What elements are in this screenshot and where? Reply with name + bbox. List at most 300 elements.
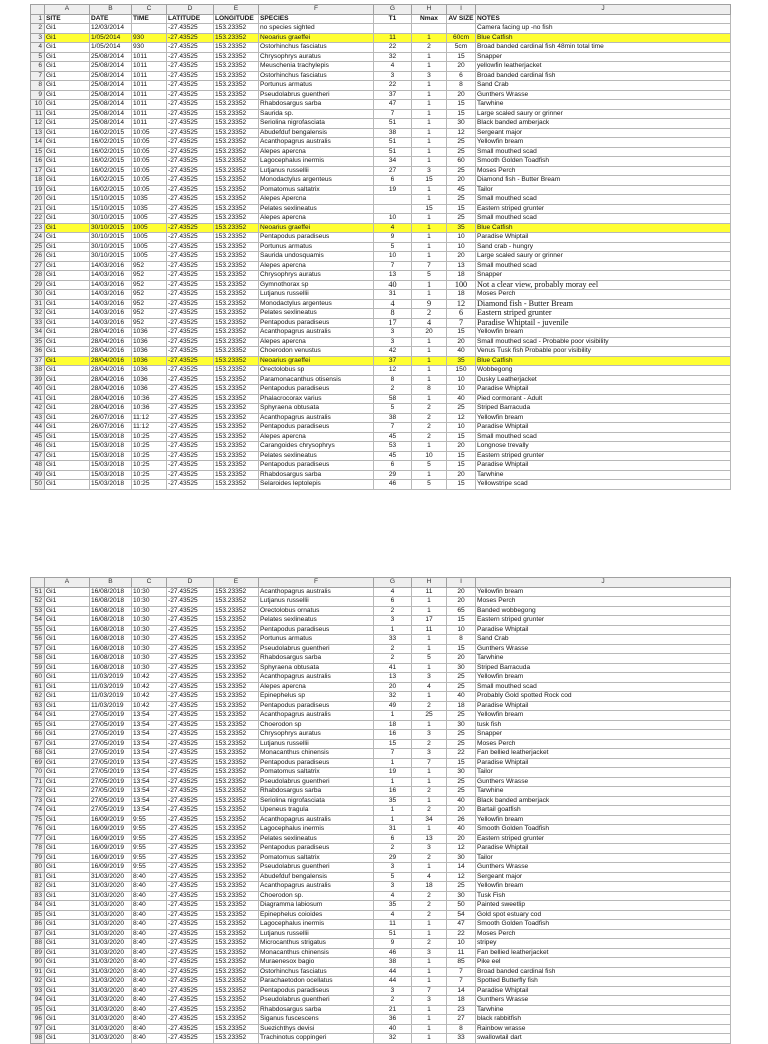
latitude-cell[interactable]: -27.43525 bbox=[167, 109, 214, 119]
row-number[interactable]: 62 bbox=[31, 692, 45, 702]
t1-cell[interactable]: 9 bbox=[374, 233, 412, 243]
time-cell[interactable]: 1036 bbox=[132, 347, 167, 357]
species-cell[interactable]: Alepes Apercna bbox=[259, 195, 374, 205]
t1-cell[interactable]: 29 bbox=[374, 470, 412, 480]
row-number[interactable]: 69 bbox=[31, 758, 45, 768]
longitude-cell[interactable]: 153.23352 bbox=[214, 375, 259, 385]
time-cell[interactable]: 8:40 bbox=[132, 1005, 167, 1015]
species-cell[interactable]: Chrysophrys auratus bbox=[259, 52, 374, 62]
latitude-cell[interactable]: -27.43525 bbox=[167, 967, 214, 977]
species-cell[interactable]: Paramonacanthus otisensis bbox=[259, 375, 374, 385]
site-cell[interactable]: Gi1 bbox=[45, 863, 90, 873]
date-cell[interactable]: 31/03/2020 bbox=[90, 929, 132, 939]
site-cell[interactable]: Gi1 bbox=[45, 100, 90, 110]
t1-cell[interactable]: 45 bbox=[374, 432, 412, 442]
latitude-cell[interactable]: -27.43525 bbox=[167, 806, 214, 816]
longitude-cell[interactable]: 153.23352 bbox=[214, 33, 259, 43]
nmax-cell[interactable]: 1 bbox=[412, 470, 447, 480]
notes-cell[interactable]: Large scaled saury or grinner bbox=[476, 109, 731, 119]
av-size-cell[interactable]: 30 bbox=[447, 720, 476, 730]
av-size-cell[interactable]: 25 bbox=[447, 787, 476, 797]
header-species[interactable]: SPECIES bbox=[259, 14, 374, 24]
notes-cell[interactable]: Smooth Golden Toadfish bbox=[476, 157, 731, 167]
longitude-cell[interactable]: 153.23352 bbox=[214, 825, 259, 835]
row-number[interactable]: 42 bbox=[31, 404, 45, 414]
date-cell[interactable]: 28/04/2016 bbox=[90, 404, 132, 414]
date-cell[interactable]: 14/03/2016 bbox=[90, 271, 132, 281]
time-cell[interactable]: 10:42 bbox=[132, 701, 167, 711]
av-size-cell[interactable]: 15 bbox=[447, 100, 476, 110]
column-header-e[interactable]: E bbox=[214, 5, 259, 15]
nmax-cell[interactable]: 5 bbox=[412, 461, 447, 471]
row-number[interactable]: 97 bbox=[31, 1024, 45, 1034]
nmax-cell[interactable]: 1 bbox=[412, 252, 447, 262]
site-cell[interactable]: Gi1 bbox=[45, 749, 90, 759]
time-cell[interactable]: 1036 bbox=[132, 385, 167, 395]
time-cell[interactable]: 8:40 bbox=[132, 929, 167, 939]
column-header-b[interactable]: B bbox=[90, 578, 132, 588]
longitude-cell[interactable]: 153.23352 bbox=[214, 62, 259, 72]
date-cell[interactable]: 27/05/2019 bbox=[90, 796, 132, 806]
row-number[interactable]: 1 bbox=[31, 14, 45, 24]
species-cell[interactable]: Pelates sexlineatus bbox=[259, 834, 374, 844]
notes-cell[interactable]: Broad banded cardinal fish 48min total time bbox=[476, 43, 731, 53]
species-cell[interactable]: Pentapodus paradiseus bbox=[259, 701, 374, 711]
notes-cell[interactable]: Moses Perch bbox=[476, 597, 731, 607]
species-cell[interactable]: no species sighted bbox=[259, 24, 374, 34]
date-cell[interactable]: 15/03/2018 bbox=[90, 432, 132, 442]
t1-cell[interactable]: 2 bbox=[374, 644, 412, 654]
av-size-cell[interactable]: 23 bbox=[447, 1005, 476, 1015]
latitude-cell[interactable]: -27.43525 bbox=[167, 185, 214, 195]
species-cell[interactable]: Lutjanus russellii bbox=[259, 929, 374, 939]
av-size-cell[interactable]: 30 bbox=[447, 891, 476, 901]
nmax-cell[interactable]: 34 bbox=[412, 815, 447, 825]
t1-cell[interactable]: 38 bbox=[374, 958, 412, 968]
av-size-cell[interactable]: 25 bbox=[447, 147, 476, 157]
latitude-cell[interactable]: -27.43525 bbox=[167, 739, 214, 749]
longitude-cell[interactable]: 153.23352 bbox=[214, 711, 259, 721]
nmax-cell[interactable]: 15 bbox=[412, 176, 447, 186]
date-cell[interactable]: 16/09/2019 bbox=[90, 844, 132, 854]
column-header-h[interactable]: H bbox=[412, 5, 447, 15]
longitude-cell[interactable]: 153.23352 bbox=[214, 901, 259, 911]
notes-cell[interactable]: Paradise Whiptail bbox=[476, 986, 731, 996]
nmax-cell[interactable]: 1 bbox=[412, 157, 447, 167]
site-cell[interactable]: Gi1 bbox=[45, 195, 90, 205]
longitude-cell[interactable]: 153.23352 bbox=[214, 815, 259, 825]
nmax-cell[interactable]: 1 bbox=[412, 1034, 447, 1044]
longitude-cell[interactable]: 153.23352 bbox=[214, 796, 259, 806]
date-cell[interactable]: 31/03/2020 bbox=[90, 1015, 132, 1025]
row-number[interactable]: 63 bbox=[31, 701, 45, 711]
site-cell[interactable]: Gi1 bbox=[45, 587, 90, 597]
latitude-cell[interactable]: -27.43525 bbox=[167, 673, 214, 683]
row-number[interactable]: 25 bbox=[31, 242, 45, 252]
nmax-cell[interactable]: 1 bbox=[412, 62, 447, 72]
latitude-cell[interactable]: -27.43525 bbox=[167, 43, 214, 53]
t1-cell[interactable]: 4 bbox=[374, 891, 412, 901]
site-cell[interactable]: Gi1 bbox=[45, 81, 90, 91]
latitude-cell[interactable]: -27.43525 bbox=[167, 442, 214, 452]
site-cell[interactable]: Gi1 bbox=[45, 996, 90, 1006]
header-site[interactable]: SITE bbox=[45, 14, 90, 24]
longitude-cell[interactable]: 153.23352 bbox=[214, 739, 259, 749]
nmax-cell[interactable]: 4 bbox=[412, 872, 447, 882]
t1-cell[interactable]: 2 bbox=[374, 654, 412, 664]
time-cell[interactable]: 10:42 bbox=[132, 682, 167, 692]
species-cell[interactable]: Pentapodus paradiseus bbox=[259, 423, 374, 433]
date-cell[interactable]: 15/03/2018 bbox=[90, 451, 132, 461]
site-cell[interactable]: Gi1 bbox=[45, 834, 90, 844]
t1-cell[interactable]: 37 bbox=[374, 356, 412, 366]
av-size-cell[interactable]: 15 bbox=[447, 52, 476, 62]
t1-cell[interactable]: 5 bbox=[374, 404, 412, 414]
notes-cell[interactable]: Striped Barracuda bbox=[476, 404, 731, 414]
latitude-cell[interactable]: -27.43525 bbox=[167, 1034, 214, 1044]
longitude-cell[interactable]: 153.23352 bbox=[214, 299, 259, 309]
latitude-cell[interactable]: -27.43525 bbox=[167, 252, 214, 262]
nmax-cell[interactable]: 3 bbox=[412, 730, 447, 740]
nmax-cell[interactable]: 1 bbox=[412, 109, 447, 119]
notes-cell[interactable]: Paradise Whiptail - juvenile bbox=[476, 318, 731, 328]
longitude-cell[interactable]: 153.23352 bbox=[214, 366, 259, 376]
species-cell[interactable]: Acanthopagrus australis bbox=[259, 815, 374, 825]
notes-cell[interactable]: Tarwhine bbox=[476, 470, 731, 480]
latitude-cell[interactable]: -27.43525 bbox=[167, 844, 214, 854]
row-number[interactable]: 95 bbox=[31, 1005, 45, 1015]
t1-cell[interactable]: 3 bbox=[374, 337, 412, 347]
species-cell[interactable]: Lutjanus russellii bbox=[259, 597, 374, 607]
notes-cell[interactable]: Snapper bbox=[476, 52, 731, 62]
t1-cell[interactable]: 22 bbox=[374, 43, 412, 53]
date-cell[interactable]: 16/08/2018 bbox=[90, 635, 132, 645]
av-size-cell[interactable]: 40 bbox=[447, 796, 476, 806]
site-cell[interactable]: Gi1 bbox=[45, 910, 90, 920]
species-cell[interactable]: Trachinotus coppingeri bbox=[259, 1034, 374, 1044]
t1-cell[interactable]: 5 bbox=[374, 872, 412, 882]
time-cell[interactable]: 8:40 bbox=[132, 967, 167, 977]
latitude-cell[interactable]: -27.43525 bbox=[167, 62, 214, 72]
av-size-cell[interactable]: 20 bbox=[447, 337, 476, 347]
notes-cell[interactable]: Snapper bbox=[476, 271, 731, 281]
site-cell[interactable]: Gi1 bbox=[45, 109, 90, 119]
av-size-cell[interactable]: 30 bbox=[447, 853, 476, 863]
longitude-cell[interactable]: 153.23352 bbox=[214, 758, 259, 768]
av-size-cell[interactable]: 10 bbox=[447, 242, 476, 252]
time-cell[interactable]: 10:30 bbox=[132, 644, 167, 654]
time-cell[interactable]: 1011 bbox=[132, 52, 167, 62]
time-cell[interactable]: 9:55 bbox=[132, 815, 167, 825]
longitude-cell[interactable]: 153.23352 bbox=[214, 119, 259, 129]
t1-cell[interactable]: 51 bbox=[374, 119, 412, 129]
species-cell[interactable]: Pentapodus paradiseus bbox=[259, 844, 374, 854]
date-cell[interactable]: 14/03/2016 bbox=[90, 309, 132, 319]
species-cell[interactable]: Pseudolabrus guentheri bbox=[259, 644, 374, 654]
row-number[interactable]: 31 bbox=[31, 299, 45, 309]
row-number[interactable]: 79 bbox=[31, 853, 45, 863]
nmax-cell[interactable]: 3 bbox=[412, 948, 447, 958]
t1-cell[interactable]: 3 bbox=[374, 863, 412, 873]
header-t1[interactable]: T1 bbox=[374, 14, 412, 24]
row-number[interactable]: 18 bbox=[31, 176, 45, 186]
time-cell[interactable]: 952 bbox=[132, 261, 167, 271]
header-date[interactable]: DATE bbox=[90, 14, 132, 24]
time-cell[interactable]: 8:40 bbox=[132, 891, 167, 901]
time-cell[interactable]: 10:30 bbox=[132, 606, 167, 616]
t1-cell[interactable]: 3 bbox=[374, 71, 412, 81]
latitude-cell[interactable]: -27.43525 bbox=[167, 52, 214, 62]
t1-cell[interactable]: 2 bbox=[374, 844, 412, 854]
latitude-cell[interactable]: -27.43525 bbox=[167, 119, 214, 129]
species-cell[interactable]: Saurida sp. bbox=[259, 109, 374, 119]
t1-cell[interactable]: 16 bbox=[374, 787, 412, 797]
site-cell[interactable]: Gi1 bbox=[45, 825, 90, 835]
t1-cell[interactable]: 4 bbox=[374, 62, 412, 72]
latitude-cell[interactable]: -27.43525 bbox=[167, 891, 214, 901]
species-cell[interactable]: Chrysophrys auratus bbox=[259, 730, 374, 740]
nmax-cell[interactable]: 2 bbox=[412, 787, 447, 797]
notes-cell[interactable]: Smooth Golden Toadfish bbox=[476, 920, 731, 930]
longitude-cell[interactable]: 153.23352 bbox=[214, 853, 259, 863]
time-cell[interactable]: 1011 bbox=[132, 109, 167, 119]
date-cell[interactable]: 25/08/2014 bbox=[90, 119, 132, 129]
site-cell[interactable]: Gi1 bbox=[45, 404, 90, 414]
species-cell[interactable]: Pseudolabrus guentheri bbox=[259, 863, 374, 873]
time-cell[interactable]: 952 bbox=[132, 309, 167, 319]
site-cell[interactable]: Gi1 bbox=[45, 261, 90, 271]
latitude-cell[interactable]: -27.43525 bbox=[167, 796, 214, 806]
notes-cell[interactable]: Moses Perch bbox=[476, 290, 731, 300]
site-cell[interactable]: Gi1 bbox=[45, 166, 90, 176]
t1-cell[interactable]: 7 bbox=[374, 261, 412, 271]
date-cell[interactable]: 31/03/2020 bbox=[90, 996, 132, 1006]
species-cell[interactable]: Ostorhinchus fasciatus bbox=[259, 43, 374, 53]
nmax-cell[interactable]: 25 bbox=[412, 711, 447, 721]
longitude-cell[interactable]: 153.23352 bbox=[214, 777, 259, 787]
row-number[interactable]: 90 bbox=[31, 958, 45, 968]
longitude-cell[interactable]: 153.23352 bbox=[214, 891, 259, 901]
notes-cell[interactable]: Bartail goatfish bbox=[476, 806, 731, 816]
date-cell[interactable]: 31/03/2020 bbox=[90, 1024, 132, 1034]
date-cell[interactable]: 31/03/2020 bbox=[90, 939, 132, 949]
row-number[interactable]: 13 bbox=[31, 128, 45, 138]
nmax-cell[interactable]: 1 bbox=[412, 366, 447, 376]
date-cell[interactable]: 26/07/2016 bbox=[90, 423, 132, 433]
latitude-cell[interactable]: -27.43525 bbox=[167, 1024, 214, 1034]
species-cell[interactable]: Rhabdosargus sarba bbox=[259, 654, 374, 664]
av-size-cell[interactable]: 10 bbox=[447, 375, 476, 385]
notes-cell[interactable]: Moses Perch bbox=[476, 166, 731, 176]
time-cell[interactable]: 10:25 bbox=[132, 470, 167, 480]
nmax-cell[interactable]: 2 bbox=[412, 423, 447, 433]
latitude-cell[interactable]: -27.43525 bbox=[167, 413, 214, 423]
date-cell[interactable]: 27/05/2019 bbox=[90, 758, 132, 768]
species-cell[interactable]: Pentapodus paradiseus bbox=[259, 233, 374, 243]
av-size-cell[interactable]: 8 bbox=[447, 635, 476, 645]
species-cell[interactable]: Seriolina nigrofasciata bbox=[259, 796, 374, 806]
av-size-cell[interactable]: 30 bbox=[447, 663, 476, 673]
notes-cell[interactable]: Snapper bbox=[476, 730, 731, 740]
av-size-cell[interactable]: 50 bbox=[447, 901, 476, 911]
notes-cell[interactable]: Small mouthed scad bbox=[476, 432, 731, 442]
nmax-cell[interactable]: 1 bbox=[412, 394, 447, 404]
species-cell[interactable]: Acanthopagrus australis bbox=[259, 882, 374, 892]
site-cell[interactable]: Gi1 bbox=[45, 33, 90, 43]
date-cell[interactable]: 31/03/2020 bbox=[90, 901, 132, 911]
date-cell[interactable]: 25/08/2014 bbox=[90, 62, 132, 72]
row-number[interactable]: 54 bbox=[31, 616, 45, 626]
species-cell[interactable]: Suezichthys devisi bbox=[259, 1024, 374, 1034]
notes-cell[interactable]: Probably Gold spotted Rock cod bbox=[476, 692, 731, 702]
nmax-cell[interactable]: 1 bbox=[412, 958, 447, 968]
latitude-cell[interactable]: -27.43525 bbox=[167, 81, 214, 91]
site-cell[interactable]: Gi1 bbox=[45, 692, 90, 702]
site-cell[interactable]: Gi1 bbox=[45, 470, 90, 480]
time-cell[interactable]: 13:54 bbox=[132, 768, 167, 778]
t1-cell[interactable]: 6 bbox=[374, 176, 412, 186]
notes-cell[interactable]: Eastern striped grunter bbox=[476, 204, 731, 214]
time-cell[interactable]: 8:40 bbox=[132, 939, 167, 949]
latitude-cell[interactable]: -27.43525 bbox=[167, 470, 214, 480]
row-number[interactable]: 21 bbox=[31, 204, 45, 214]
date-cell[interactable]: 11/03/2019 bbox=[90, 673, 132, 683]
nmax-cell[interactable]: 1 bbox=[412, 138, 447, 148]
t1-cell[interactable]: 3 bbox=[374, 986, 412, 996]
species-cell[interactable]: Portunus armatus bbox=[259, 81, 374, 91]
notes-cell[interactable]: Yellowstripe scad bbox=[476, 480, 731, 490]
latitude-cell[interactable]: -27.43525 bbox=[167, 977, 214, 987]
row-number[interactable]: 85 bbox=[31, 910, 45, 920]
date-cell[interactable]: 26/07/2016 bbox=[90, 413, 132, 423]
row-number[interactable]: 51 bbox=[31, 587, 45, 597]
t1-cell[interactable]: 1 bbox=[374, 711, 412, 721]
t1-cell[interactable]: 6 bbox=[374, 597, 412, 607]
time-cell[interactable]: 11:12 bbox=[132, 423, 167, 433]
site-cell[interactable]: Gi1 bbox=[45, 461, 90, 471]
longitude-cell[interactable]: 153.23352 bbox=[214, 157, 259, 167]
longitude-cell[interactable]: 153.23352 bbox=[214, 43, 259, 53]
time-cell[interactable]: 13:54 bbox=[132, 777, 167, 787]
species-cell[interactable]: Portunus armatus bbox=[259, 242, 374, 252]
column-header-a[interactable]: A bbox=[45, 578, 90, 588]
notes-cell[interactable]: Not a clear view, probably moray eel bbox=[476, 280, 731, 290]
time-cell[interactable]: 10:25 bbox=[132, 432, 167, 442]
row-number[interactable]: 93 bbox=[31, 986, 45, 996]
nmax-cell[interactable]: 11 bbox=[412, 625, 447, 635]
longitude-cell[interactable]: 153.23352 bbox=[214, 404, 259, 414]
t1-cell[interactable]: 33 bbox=[374, 635, 412, 645]
time-cell[interactable]: 952 bbox=[132, 290, 167, 300]
row-number[interactable]: 47 bbox=[31, 451, 45, 461]
site-cell[interactable]: Gi1 bbox=[45, 375, 90, 385]
latitude-cell[interactable]: -27.43525 bbox=[167, 587, 214, 597]
t1-cell[interactable]: 19 bbox=[374, 185, 412, 195]
species-cell[interactable]: Selaroides leptolepis bbox=[259, 480, 374, 490]
notes-cell[interactable]: Gunthers Wrasse bbox=[476, 90, 731, 100]
row-number[interactable]: 22 bbox=[31, 214, 45, 224]
column-header-h[interactable]: H bbox=[412, 578, 447, 588]
nmax-cell[interactable]: 1 bbox=[412, 290, 447, 300]
longitude-cell[interactable]: 153.23352 bbox=[214, 223, 259, 233]
latitude-cell[interactable]: -27.43525 bbox=[167, 853, 214, 863]
nmax-cell[interactable]: 1 bbox=[412, 692, 447, 702]
time-cell[interactable]: 13:54 bbox=[132, 787, 167, 797]
t1-cell[interactable]: 6 bbox=[374, 461, 412, 471]
time-cell[interactable]: 1036 bbox=[132, 337, 167, 347]
notes-cell[interactable]: Diamond fish - Butter Bream bbox=[476, 299, 731, 309]
av-size-cell[interactable]: 6 bbox=[447, 309, 476, 319]
site-cell[interactable]: Gi1 bbox=[45, 119, 90, 129]
av-size-cell[interactable]: 60cm bbox=[447, 33, 476, 43]
av-size-cell[interactable]: 30 bbox=[447, 768, 476, 778]
time-cell[interactable]: 10:36 bbox=[132, 394, 167, 404]
row-number[interactable]: 8 bbox=[31, 81, 45, 91]
t1-cell[interactable]: 38 bbox=[374, 413, 412, 423]
species-cell[interactable]: Lagocephalus inermis bbox=[259, 920, 374, 930]
nmax-cell[interactable]: 1 bbox=[412, 777, 447, 787]
nmax-cell[interactable]: 3 bbox=[412, 996, 447, 1006]
nmax-cell[interactable]: 2 bbox=[412, 891, 447, 901]
av-size-cell[interactable]: 27 bbox=[447, 1015, 476, 1025]
date-cell[interactable]: 28/04/2016 bbox=[90, 347, 132, 357]
latitude-cell[interactable]: -27.43525 bbox=[167, 625, 214, 635]
species-cell[interactable]: Choerodon sp bbox=[259, 720, 374, 730]
t1-cell[interactable]: 22 bbox=[374, 81, 412, 91]
site-cell[interactable]: Gi1 bbox=[45, 394, 90, 404]
site-cell[interactable]: Gi1 bbox=[45, 844, 90, 854]
notes-cell[interactable]: Yellowfin bream bbox=[476, 328, 731, 338]
av-size-cell[interactable]: 20 bbox=[447, 252, 476, 262]
species-cell[interactable]: Lagocephalus inermis bbox=[259, 825, 374, 835]
date-cell[interactable]: 14/03/2016 bbox=[90, 290, 132, 300]
av-size-cell[interactable]: 20 bbox=[447, 62, 476, 72]
longitude-cell[interactable]: 153.23352 bbox=[214, 52, 259, 62]
latitude-cell[interactable]: -27.43525 bbox=[167, 682, 214, 692]
row-number[interactable]: 86 bbox=[31, 920, 45, 930]
nmax-cell[interactable]: 1 bbox=[412, 52, 447, 62]
longitude-cell[interactable]: 153.23352 bbox=[214, 806, 259, 816]
species-cell[interactable]: Alepes apercna bbox=[259, 147, 374, 157]
row-number[interactable]: 10 bbox=[31, 100, 45, 110]
av-size-cell[interactable]: 15 bbox=[447, 432, 476, 442]
notes-cell[interactable]: Eastern striped grunter bbox=[476, 309, 731, 319]
header-av-size[interactable]: AV SIZE bbox=[448, 14, 474, 22]
species-cell[interactable]: Carangoides chrysophrys bbox=[259, 442, 374, 452]
latitude-cell[interactable]: -27.43525 bbox=[167, 701, 214, 711]
time-cell[interactable]: 9:55 bbox=[132, 853, 167, 863]
date-cell[interactable]: 11/03/2019 bbox=[90, 692, 132, 702]
notes-cell[interactable]: Sand Crab bbox=[476, 81, 731, 91]
time-cell[interactable]: 952 bbox=[132, 299, 167, 309]
t1-cell[interactable]: 37 bbox=[374, 90, 412, 100]
date-cell[interactable]: 25/08/2014 bbox=[90, 100, 132, 110]
t1-cell[interactable]: 46 bbox=[374, 480, 412, 490]
species-cell[interactable]: Pelates sexlineatus bbox=[259, 451, 374, 461]
latitude-cell[interactable]: -27.43525 bbox=[167, 461, 214, 471]
time-cell[interactable]: 10:05 bbox=[132, 157, 167, 167]
longitude-cell[interactable]: 153.23352 bbox=[214, 673, 259, 683]
time-cell[interactable]: 8:40 bbox=[132, 977, 167, 987]
t1-cell[interactable]: 9 bbox=[374, 939, 412, 949]
latitude-cell[interactable]: -27.43525 bbox=[167, 787, 214, 797]
latitude-cell[interactable]: -27.43525 bbox=[167, 616, 214, 626]
nmax-cell[interactable]: 2 bbox=[412, 43, 447, 53]
t1-cell[interactable] bbox=[374, 204, 412, 214]
latitude-cell[interactable]: -27.43525 bbox=[167, 432, 214, 442]
latitude-cell[interactable]: -27.43525 bbox=[167, 815, 214, 825]
date-cell[interactable]: 14/03/2016 bbox=[90, 318, 132, 328]
